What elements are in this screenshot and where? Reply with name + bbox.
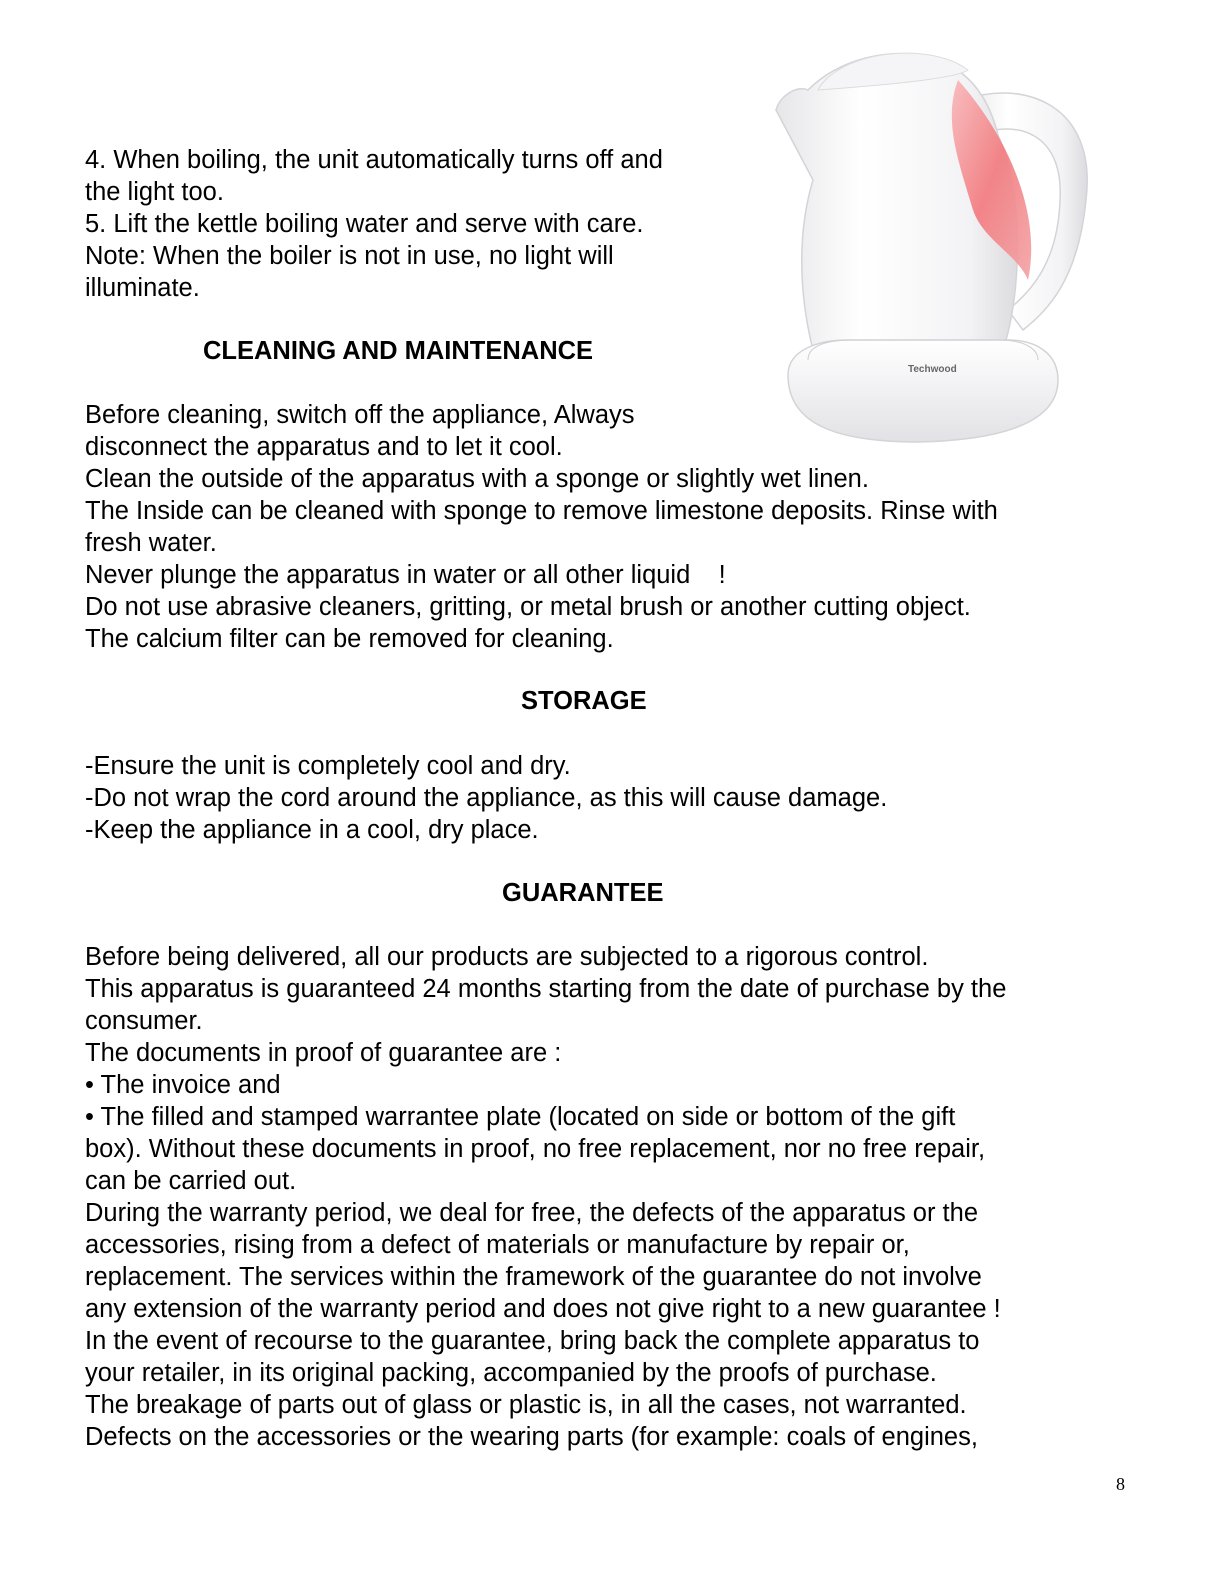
storage-line: -Do not wrap the cord around the appliance, as this will cause damage. (85, 784, 888, 812)
guarantee-line: any extension of the warranty period and does not give right to a new guarantee ! (85, 1295, 1001, 1323)
guarantee-line: Defects on the accessories or the wearing parts (for example: coals of engines, (85, 1423, 978, 1451)
intro-line: the light too. (85, 178, 224, 206)
intro-line: 4. When boiling, the unit automatically turns off and (85, 146, 663, 174)
storage-line: -Ensure the unit is completely cool and dry. (85, 752, 571, 780)
guarantee-line: During the warranty period, we deal for free, the defects of the apparatus or the (85, 1199, 979, 1227)
guarantee-line: • The invoice and (85, 1071, 281, 1099)
storage-line: -Keep the appliance in a cool, dry place. (85, 816, 539, 844)
guarantee-line: box). Without these documents in proof, no free replacement, nor no free repair, (85, 1135, 986, 1163)
cleaning-line: disconnect the apparatus and to let it cool. (85, 433, 563, 461)
intro-line: Note: When the boiler is not in use, no light will (85, 242, 614, 270)
intro-line: 5. Lift the kettle boiling water and serve with care. (85, 210, 644, 238)
cleaning-line: The Inside can be cleaned with sponge to remove limestone deposits. Rinse with (85, 497, 998, 525)
guarantee-line: consumer. (85, 1007, 203, 1035)
cleaning-line: Do not use abrasive cleaners, gritting, or metal brush or another cutting object. (85, 593, 971, 621)
guarantee-heading: GUARANTEE (502, 879, 664, 907)
cleaning-line: Before cleaning, switch off the appliance, Always (85, 401, 635, 429)
guarantee-line: In the event of recourse to the guarantee, bring back the complete apparatus to (85, 1327, 980, 1355)
guarantee-line: your retailer, in its original packing, accompanied by the proofs of purchase. (85, 1359, 937, 1387)
cleaning-line: Never plunge the apparatus in water or all other liquid ! (85, 561, 726, 589)
guarantee-line: This apparatus is guaranteed 24 months starting from the date of purchase by the (85, 975, 1007, 1003)
cleaning-line: fresh water. (85, 529, 217, 557)
guarantee-line: replacement. The services within the framework of the guarantee do not involve (85, 1263, 982, 1291)
kettle-product-image (768, 40, 1090, 450)
intro-line: illuminate. (85, 274, 200, 302)
kettle-brand-label: Techwood (908, 364, 957, 375)
storage-heading: STORAGE (521, 687, 647, 715)
guarantee-line: The documents in proof of guarantee are : (85, 1039, 562, 1067)
guarantee-line: Before being delivered, all our products are subjected to a rigorous control. (85, 943, 929, 971)
cleaning-heading: CLEANING AND MAINTENANCE (203, 337, 594, 365)
guarantee-line: can be carried out. (85, 1167, 297, 1195)
cleaning-line: The calcium filter can be removed for cleaning. (85, 625, 614, 653)
cleaning-line: Clean the outside of the apparatus with a sponge or slightly wet linen. (85, 465, 869, 493)
page-number: 8 (1116, 1474, 1125, 1494)
guarantee-line: accessories, rising from a defect of materials or manufacture by repair or, (85, 1231, 910, 1259)
guarantee-line: • The filled and stamped warrantee plate (located on side or bottom of the gift (85, 1103, 956, 1131)
guarantee-line: The breakage of parts out of glass or plastic is, in all the cases, not warranted. (85, 1391, 967, 1419)
